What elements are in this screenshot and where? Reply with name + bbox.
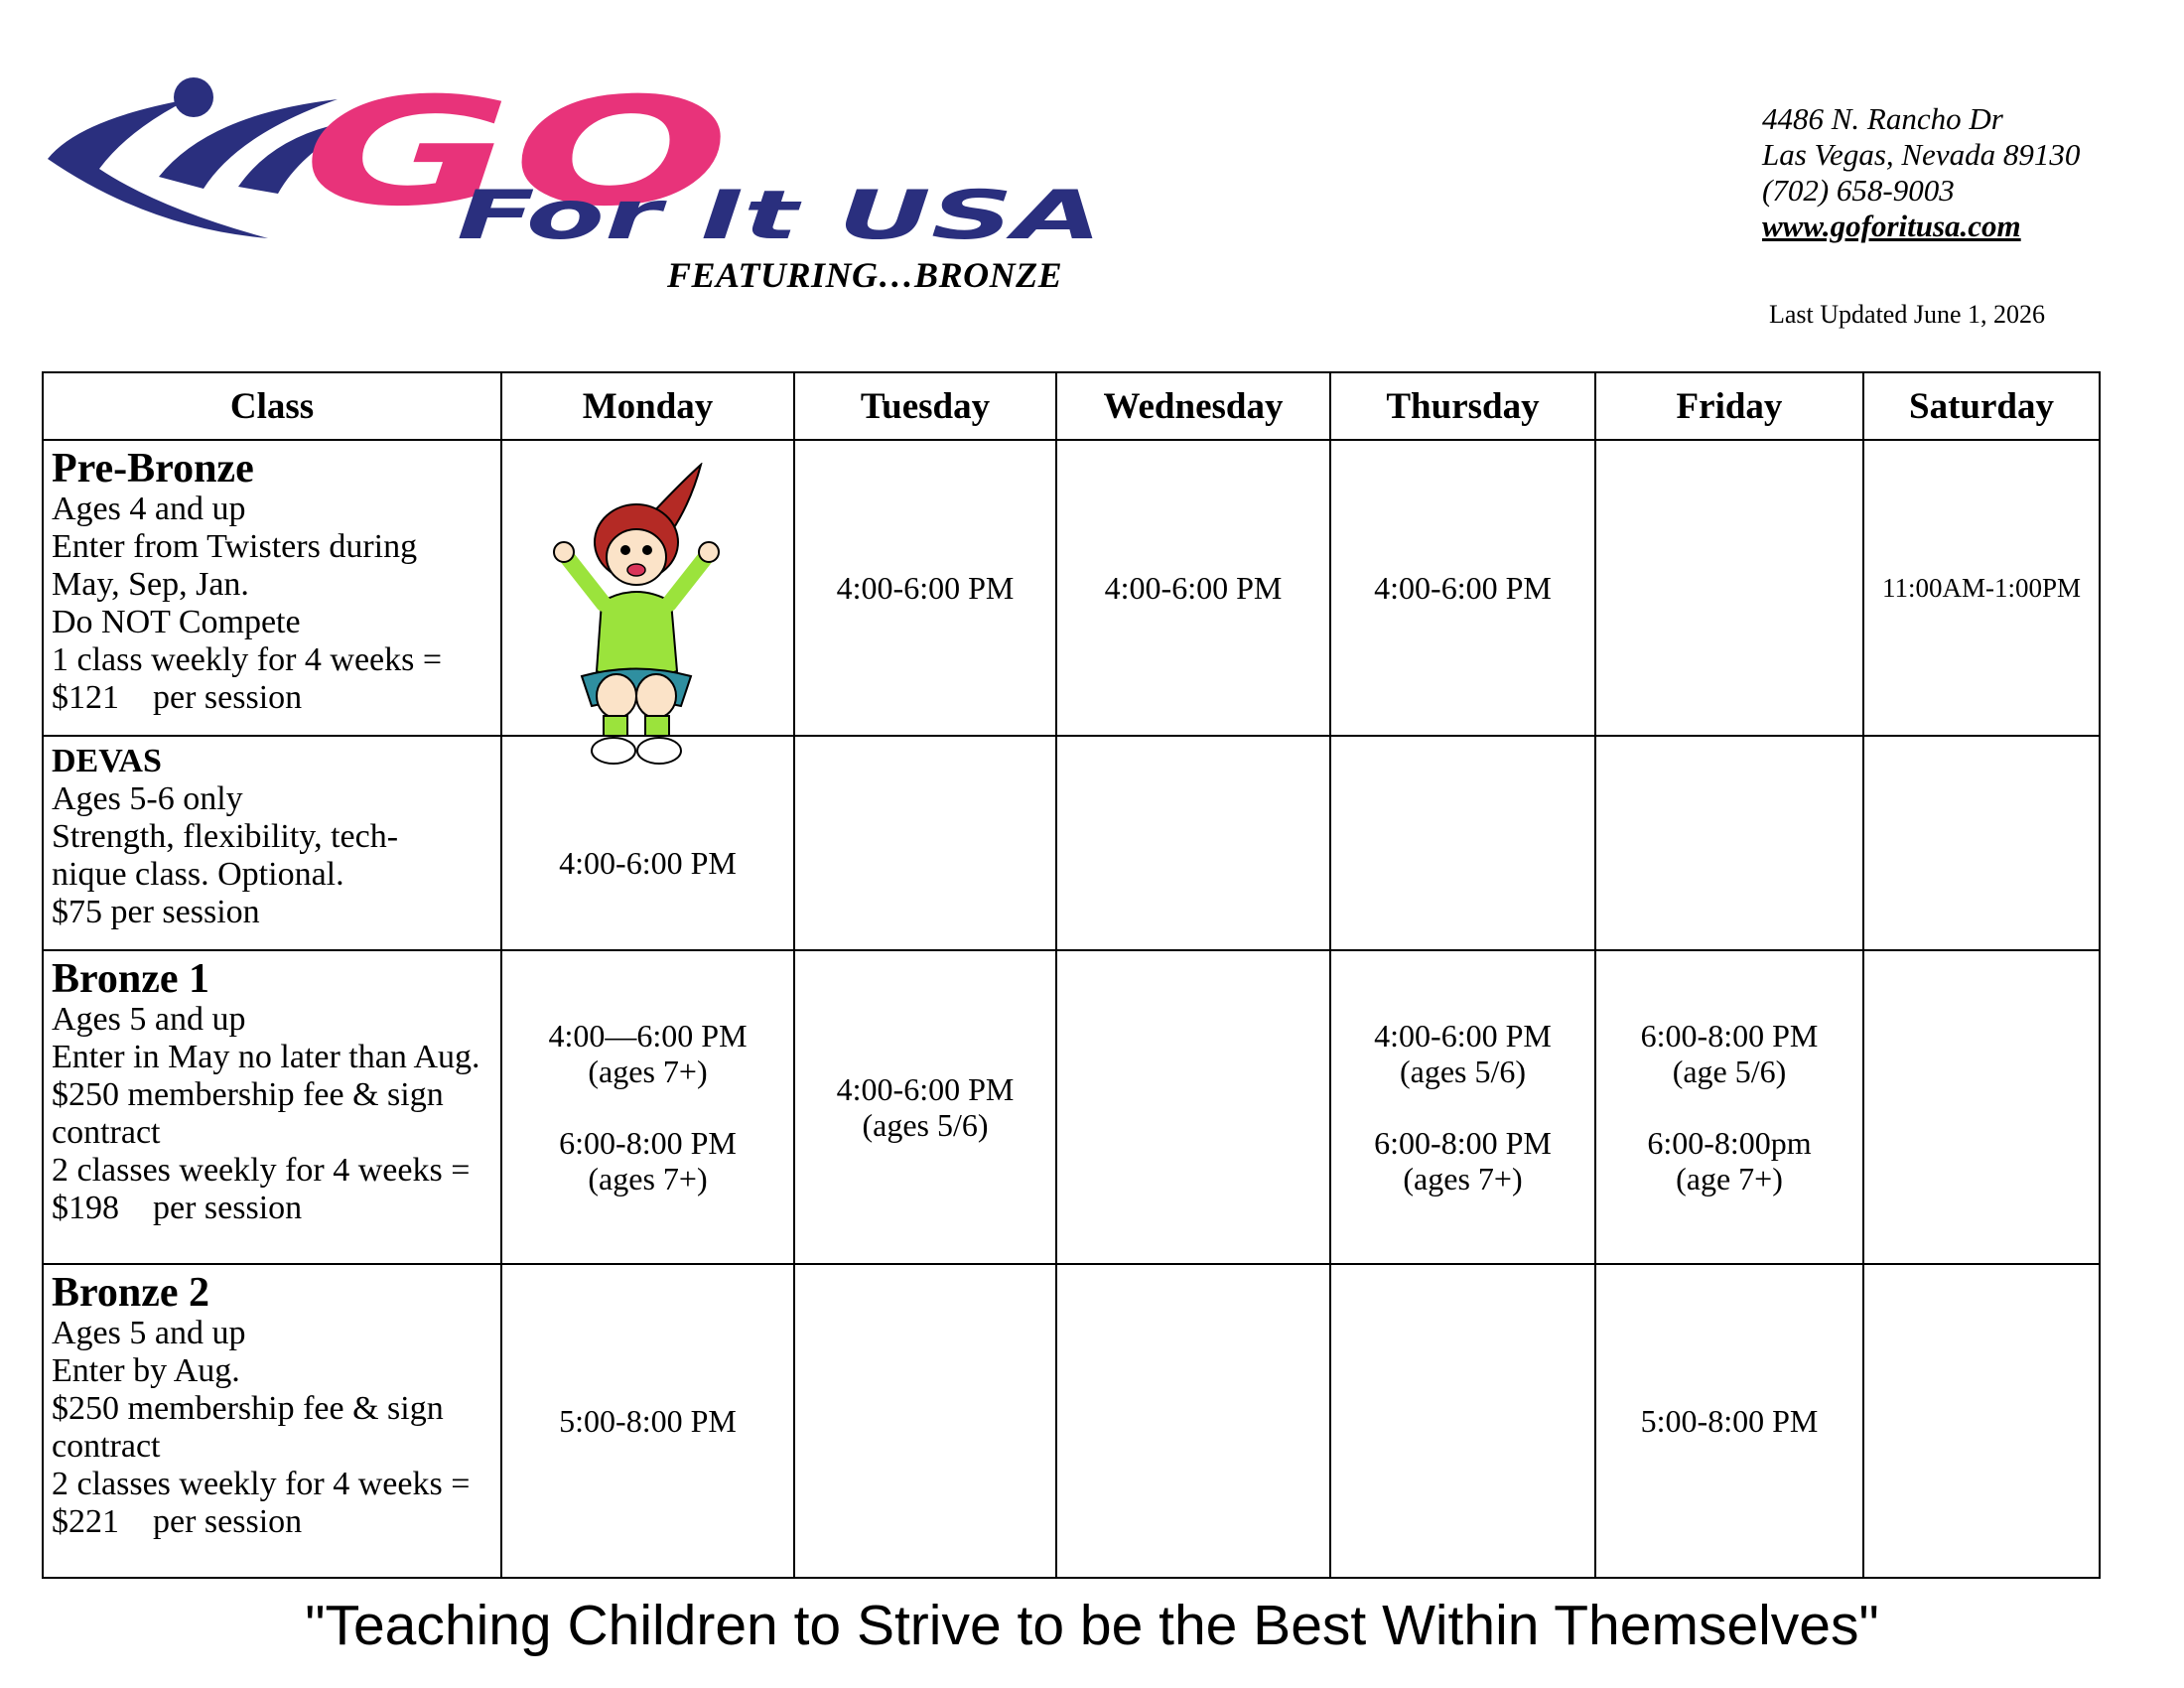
class-price: $221 — [52, 1503, 119, 1540]
time-slot: 4:00—6:00 PM — [548, 1018, 748, 1054]
class-price-line — [52, 1503, 492, 1541]
class-price: $198 — [52, 1190, 119, 1226]
time-slot: 6:00-8:00 PM — [559, 1125, 737, 1161]
class-detail: $75 per session — [52, 894, 260, 930]
age-note: (ages 7+) — [1403, 1161, 1523, 1196]
class-detail: contract — [52, 1114, 161, 1151]
time-slot: 4:00-6:00 PM — [1374, 1018, 1552, 1054]
class-detail: $250 membership fee & sign — [52, 1390, 444, 1427]
class-detail: Enter from Twisters during — [52, 528, 418, 565]
time-slot: 4:00-6:00 PM — [1374, 570, 1552, 606]
class-detail: $250 membership fee & sign — [52, 1076, 444, 1113]
class-detail: Ages 5-6 only — [52, 780, 243, 817]
class-detail: 2 classes weekly for 4 weeks = — [52, 1152, 471, 1189]
class-detail: nique class. Optional. — [52, 856, 344, 893]
monday-cell — [501, 950, 794, 1264]
class-detail: Ages 5 and up — [52, 1315, 246, 1351]
class-cell — [43, 1264, 501, 1578]
class-name: Bronze 1 — [52, 956, 210, 1002]
row-pre-bronze — [43, 440, 2100, 736]
friday-cell — [1595, 950, 1863, 1264]
class-detail: Ages 4 and up — [52, 491, 246, 527]
header-wednesday: Wednesday — [1056, 372, 1330, 440]
saturday-cell — [1863, 1264, 2100, 1578]
class-detail: May, Sep, Jan. — [52, 566, 249, 603]
friday-cell — [1595, 440, 1863, 736]
tuesday-cell — [794, 736, 1056, 950]
age-note: (age 7+) — [1676, 1161, 1783, 1196]
svg-text:GO: GO — [303, 67, 730, 239]
time-slot: 4:00-6:00 PM — [559, 845, 737, 881]
time-slot: 6:00-8:00pm — [1647, 1125, 1812, 1161]
header-saturday: Saturday — [1863, 372, 2100, 440]
class-detail: Ages 5 and up — [52, 1001, 246, 1038]
time-slot: 4:00-6:00 PM — [1104, 570, 1283, 606]
class-cell — [43, 440, 501, 736]
website-link[interactable]: www.goforitusa.com — [1762, 209, 2021, 243]
class-detail: Strength, flexibility, tech- — [52, 818, 399, 855]
time-slot: 4:00-6:00 PM — [836, 1071, 1015, 1107]
class-price-suffix: per session — [153, 679, 303, 716]
monday-cell — [501, 1264, 794, 1578]
wednesday-cell — [1056, 440, 1330, 736]
class-detail: 1 class weekly for 4 weeks = — [52, 641, 443, 678]
class-name: Bronze 2 — [52, 1270, 210, 1316]
thursday-cell — [1330, 440, 1595, 736]
class-price-suffix: per session — [153, 1190, 303, 1226]
class-detail: 2 classes weekly for 4 weeks = — [52, 1466, 471, 1502]
age-note: (ages 7+) — [588, 1161, 708, 1196]
featuring-heading: FEATURING…BRONZE — [667, 255, 1063, 295]
thursday-cell — [1330, 950, 1595, 1264]
class-detail: Enter by Aug. — [52, 1352, 240, 1389]
contact-address — [1762, 101, 2080, 244]
go-for-it-usa-logo — [40, 60, 1112, 258]
wednesday-cell — [1056, 950, 1330, 1264]
class-price-line — [52, 679, 492, 717]
time-slot: 5:00-8:00 PM — [559, 1403, 737, 1439]
time-slot: 11:00AM-1:00PM — [1881, 573, 2082, 603]
time-slot: 6:00-8:00 PM — [1374, 1125, 1552, 1161]
age-note: (ages 7+) — [588, 1054, 708, 1089]
address-phone: (702) 658-9003 — [1762, 173, 1955, 208]
class-name: DEVAS — [52, 743, 162, 779]
row-bronze-2 — [43, 1264, 2100, 1578]
row-devas — [43, 736, 2100, 950]
saturday-cell — [1863, 440, 2100, 736]
address-street: 4486 N. Rancho Dr — [1762, 101, 2003, 136]
header-class: Class — [43, 372, 501, 440]
tuesday-cell — [794, 440, 1056, 736]
header-friday: Friday — [1595, 372, 1863, 440]
time-slot: 5:00-8:00 PM — [1640, 1403, 1819, 1439]
thursday-cell — [1330, 736, 1595, 950]
svg-text:For It USA: For It USA — [457, 177, 1102, 255]
motto-tagline: "Teaching Children to Strive to be the Best Within Themselves" — [305, 1594, 1879, 1657]
class-cell — [43, 736, 501, 950]
class-detail: Do NOT Compete — [52, 604, 301, 640]
last-updated: Last Updated June 1, 2026 — [1769, 300, 2046, 329]
tuesday-cell — [794, 950, 1056, 1264]
wednesday-cell — [1056, 1264, 1330, 1578]
saturday-cell — [1863, 950, 2100, 1264]
class-detail: contract — [52, 1428, 161, 1465]
class-detail: Enter in May no later than Aug. — [52, 1039, 480, 1075]
age-note: (ages 5/6) — [862, 1107, 989, 1143]
class-price-suffix: per session — [153, 1503, 303, 1540]
header-thursday: Thursday — [1330, 372, 1595, 440]
age-note: (ages 5/6) — [1399, 1054, 1527, 1089]
header-row — [43, 372, 2100, 440]
class-price: $121 — [52, 679, 119, 716]
class-cell — [43, 950, 501, 1264]
monday-cell — [501, 440, 794, 736]
header-monday: Monday — [501, 372, 794, 440]
row-bronze-1 — [43, 950, 2100, 1264]
header-tuesday: Tuesday — [794, 372, 1056, 440]
time-slot: 4:00-6:00 PM — [836, 570, 1015, 606]
address-city: Las Vegas, Nevada 89130 — [1762, 137, 2081, 172]
saturday-cell — [1863, 736, 2100, 950]
friday-cell — [1595, 1264, 1863, 1578]
time-slot: 6:00-8:00 PM — [1640, 1018, 1819, 1054]
wednesday-cell — [1056, 736, 1330, 950]
tuesday-cell — [794, 1264, 1056, 1578]
class-name: Pre-Bronze — [52, 446, 254, 492]
thursday-cell — [1330, 1264, 1595, 1578]
class-schedule-table — [42, 371, 2101, 1579]
gymnast-girl-mascot-icon — [542, 463, 741, 771]
class-price-line — [52, 1190, 492, 1227]
friday-cell — [1595, 736, 1863, 950]
age-note: (age 5/6) — [1672, 1054, 1787, 1089]
